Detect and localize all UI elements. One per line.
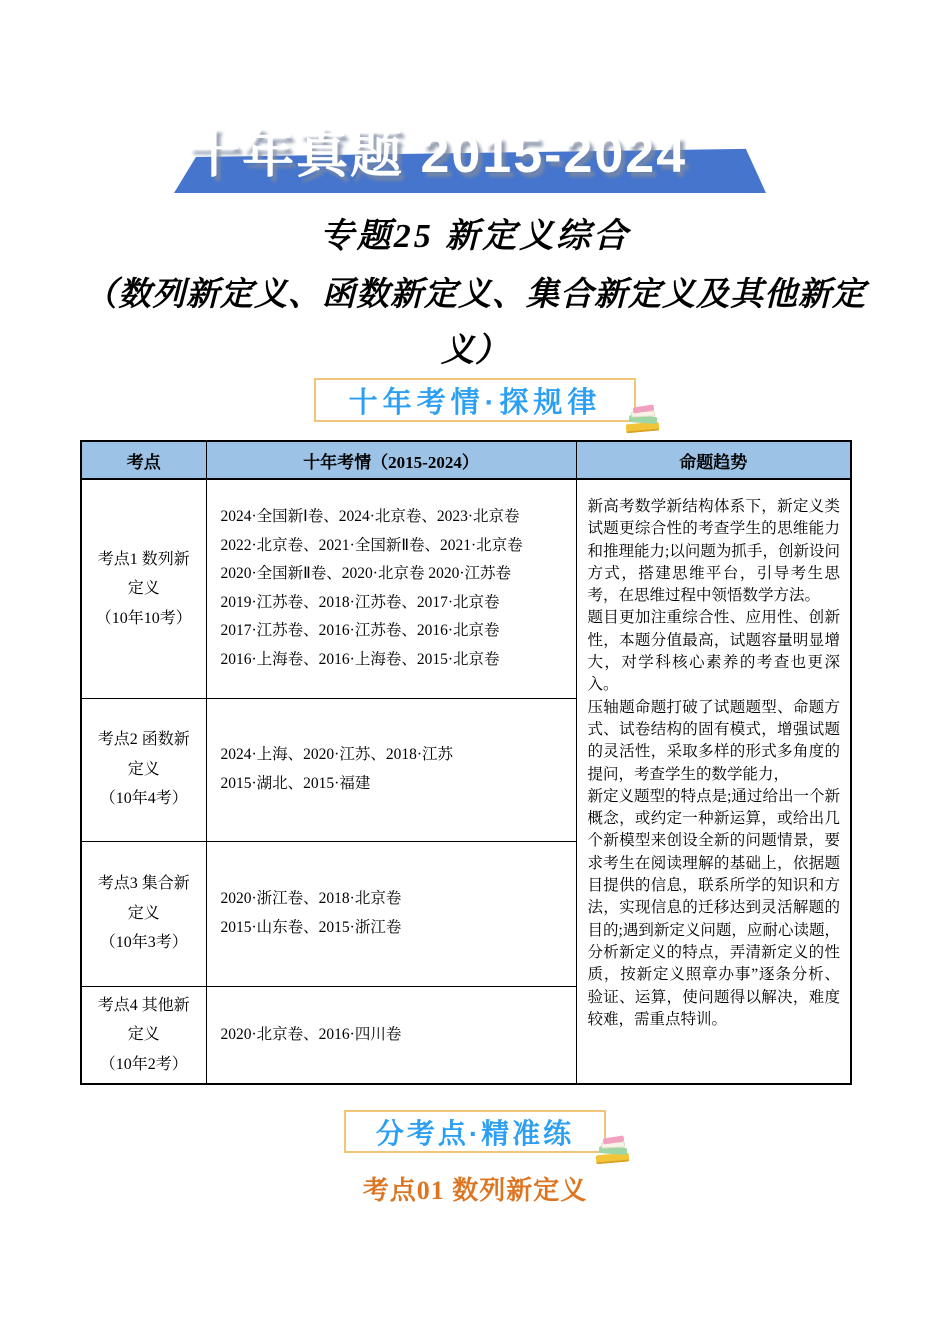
page-subtitle-line1: （数列新定义、函数新定义、集合新定义及其他新定 xyxy=(84,277,866,313)
exam-list-cell xyxy=(206,986,576,1084)
books-icon xyxy=(596,1135,634,1163)
exam-entry: 2015·湖北、2015·福建 xyxy=(220,774,371,792)
exam-entry: 2017·江苏卷、2016·江苏卷、2016·北京卷 xyxy=(220,622,500,640)
exam-point-count: （10年2考） xyxy=(99,1055,188,1073)
exam-point-name: 考点2 函数新定义 xyxy=(97,731,190,778)
exam-entry: 2020·浙江卷、2018·北京卷 xyxy=(220,890,402,907)
exam-entry: 2020·全国新Ⅱ卷、2020·北京卷 2020·江苏卷 xyxy=(220,565,511,583)
exam-overview-table xyxy=(80,440,852,1085)
exam-entry: 2022·北京卷、2021·全国新Ⅱ卷、2021·北京卷 xyxy=(220,536,523,554)
exam-point-name: 考点3 集合新定义 xyxy=(97,875,190,922)
exam-list-cell xyxy=(206,841,576,986)
exam-list-cell xyxy=(206,698,576,841)
exam-entry: 2019·江苏卷、2018·江苏卷、2017·北京卷 xyxy=(220,593,500,611)
exam-point-count: （10年10考） xyxy=(95,609,192,627)
page-title: 专题25 新定义综合 xyxy=(319,218,631,255)
column-header-kaoqing: 十年考情（2015-2024） xyxy=(206,441,576,479)
exam-entry: 2024·全国新Ⅰ卷、2024·北京卷、2023·北京卷 xyxy=(220,508,520,526)
trend-paragraph: 新高考数学新结构体系下，新定义类试题更综合性的考查学生的思维能力和推理能力;以问题为抓手，创新设问方式，搭建思维平台，引导考生思考，在思维过程中领悟数学方法。 xyxy=(587,498,840,605)
exam-entry: 2015·山东卷、2015·浙江卷 xyxy=(220,918,402,936)
trend-paragraph: 压轴题命题打破了试题题型、命题方式、试卷结构的固有模式，增强试题的灵活性，采取多样的形式多角度的提问，考查学生的数学能力， xyxy=(587,698,840,783)
exam-point-name: 考点4 其他新定义 xyxy=(97,996,190,1043)
trend-paragraph: 新定义题型的特点是;通过给出一个新概念，或约定一种新运算，或给出几个新模型来创设全新的问题情景，要求考生在阅读理解的基础上，依据题目提供的信息，联系所学的知识和方法，实现信息的迁移达到灵活解题的目的;遇到新定义问题，应耐心读题，分析新定义的特点，弄清新定义的性质，按新定义照章办事”逐条分析、验证、运算，使问题得以解决，难度较难，需重点特训。 xyxy=(587,787,840,1028)
column-header-kaodian: 考点 xyxy=(81,441,206,479)
exam-point-cell xyxy=(81,841,206,986)
section-header-practice xyxy=(344,1110,606,1153)
kaodian-01-heading: 考点01 数列新定义 xyxy=(362,1176,588,1205)
exam-table-body xyxy=(81,479,851,1084)
section-header-review xyxy=(314,378,636,422)
exam-point-count: （10年3考） xyxy=(99,934,188,952)
exam-entry: 2024·上海、2020·江苏、2018·江苏 xyxy=(220,746,453,763)
books-icon xyxy=(626,404,664,432)
trend-cell xyxy=(576,479,851,1084)
exam-list-cell xyxy=(206,479,576,698)
exam-point-cell xyxy=(81,698,206,841)
banner-title: 十年真题 2015-2024 xyxy=(188,126,688,184)
page-subtitle-line2: 义） xyxy=(441,333,509,369)
exam-point-count: （10年4考） xyxy=(99,790,188,808)
trend-paragraph: 题目更加注重综合性、应用性、创新性，本题分值最高，试题容量明显增大，对学科核心素养的考查也更深入。 xyxy=(587,609,840,694)
section-header-practice-label: 分考点·精准练 xyxy=(375,1117,575,1149)
exam-point-name: 考点1 数列新定义 xyxy=(97,550,190,597)
exam-entry: 2020·北京卷、2016·四川卷 xyxy=(220,1025,402,1043)
exam-point-cell xyxy=(81,986,206,1084)
section-header-review-label: 十年考情·探规律 xyxy=(348,386,602,419)
exam-entry: 2016·上海卷、2016·上海卷、2015·北京卷 xyxy=(220,650,500,668)
exam-point-cell xyxy=(81,479,206,698)
column-header-trend: 命题趋势 xyxy=(576,441,851,479)
table-row xyxy=(81,479,851,698)
table-header-row xyxy=(81,441,851,479)
